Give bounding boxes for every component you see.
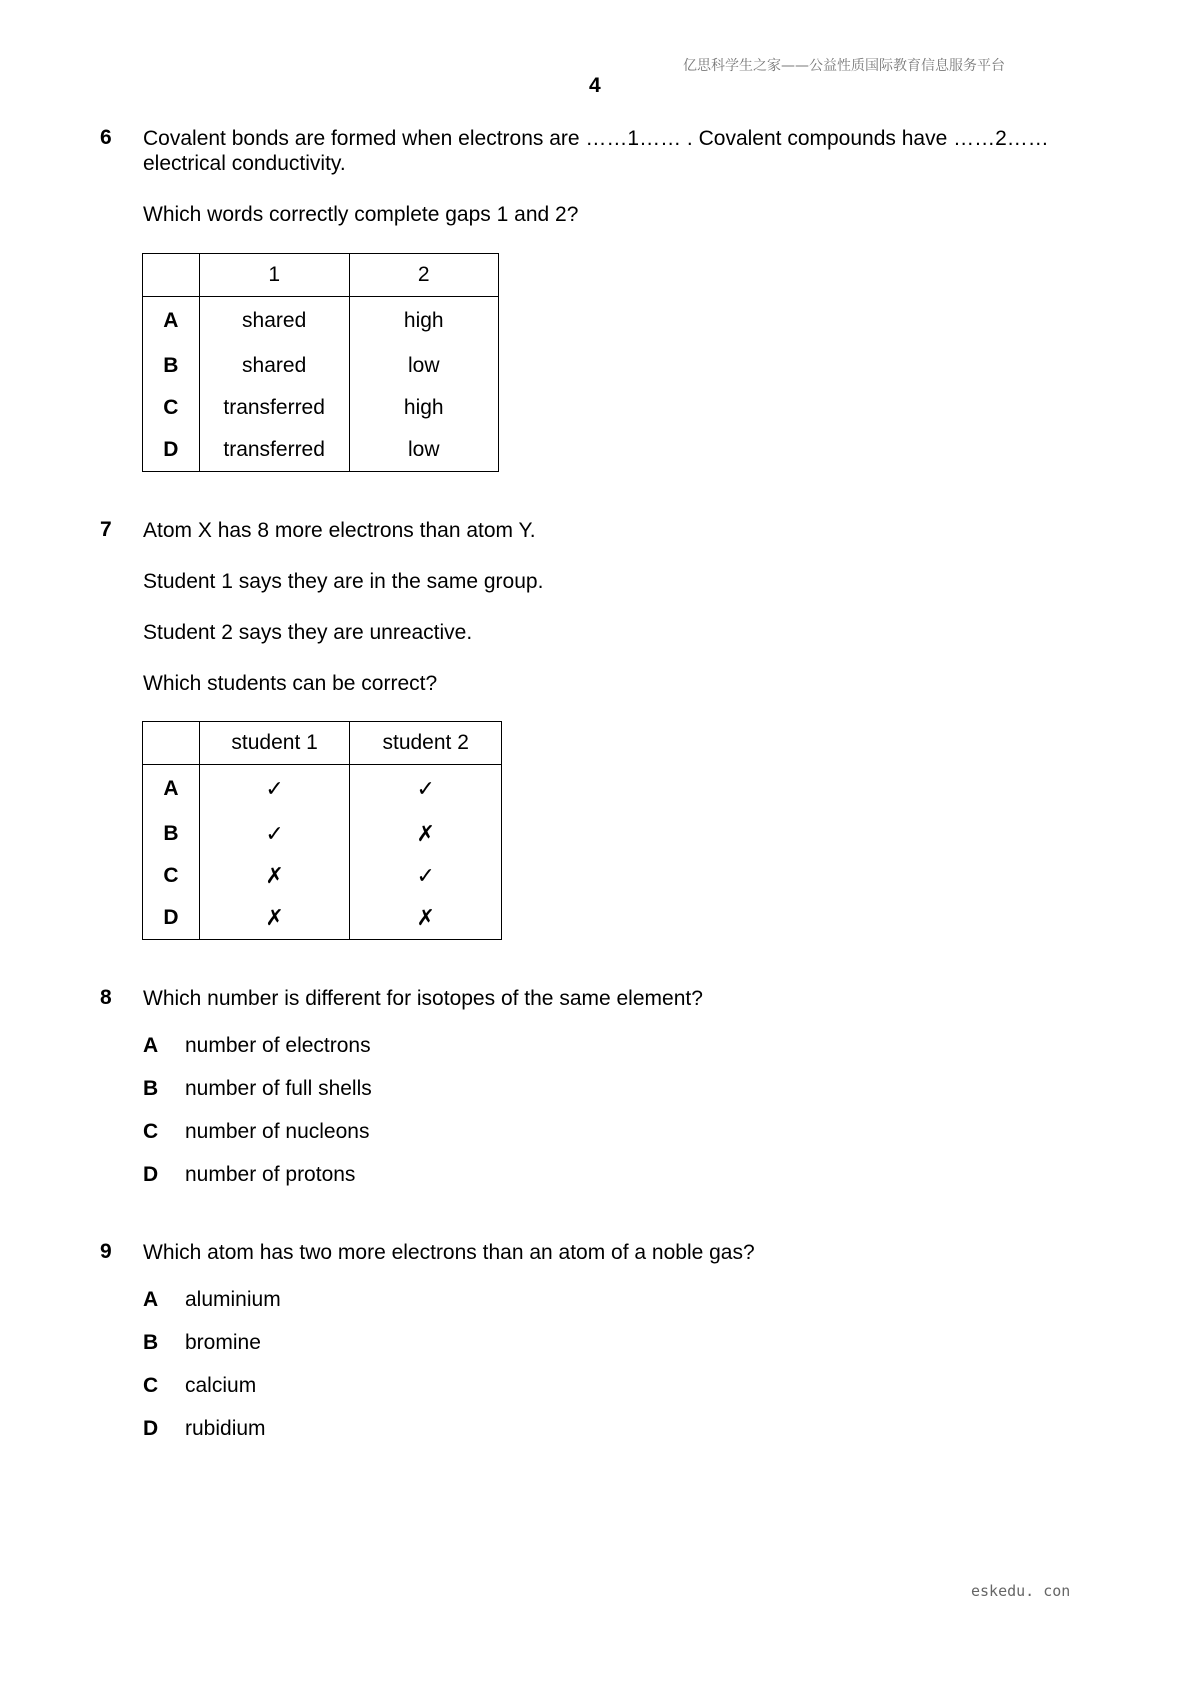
table-cell: transferred <box>199 387 349 429</box>
option-letter-d: D <box>143 1163 159 1186</box>
check-mark-icon: ✓ <box>350 765 502 814</box>
question-text-line-1: Atom X has 8 more electrons than atom Y. <box>143 519 536 542</box>
option-text: aluminium <box>185 1288 281 1311</box>
table-row <box>143 429 499 472</box>
table-cell: shared <box>199 345 349 387</box>
table-header-row <box>143 722 502 765</box>
question-prompt: Which number is different for isotopes of the same element? <box>143 987 703 1010</box>
question-number: 9 <box>100 1240 112 1263</box>
table-header-cell <box>143 254 200 297</box>
table-header-cell: student 1 <box>199 722 350 765</box>
table-row <box>143 345 499 387</box>
option-letter-d: D <box>143 1417 159 1440</box>
check-mark-icon: ✓ <box>350 855 502 897</box>
row-label: C <box>143 855 200 897</box>
cross-mark-icon: ✗ <box>350 813 502 855</box>
option-text: calcium <box>185 1374 257 1397</box>
table-row <box>143 897 502 940</box>
table-cell: low <box>349 345 498 387</box>
cross-mark-icon: ✗ <box>199 855 350 897</box>
option-letter-b: B <box>143 1077 159 1100</box>
row-label: C <box>143 387 200 429</box>
check-mark-icon: ✓ <box>199 765 350 814</box>
answer-table-q6 <box>142 253 499 472</box>
table-row <box>143 813 502 855</box>
table-cell: high <box>349 297 498 346</box>
table-cell: shared <box>199 297 349 346</box>
option-letter-a: A <box>143 1288 159 1311</box>
option-text: rubidium <box>185 1417 266 1440</box>
row-label: D <box>143 897 200 940</box>
table-header-cell: student 2 <box>350 722 502 765</box>
question-text-line-3: Student 2 says they are unreactive. <box>143 621 473 644</box>
header-watermark: 亿思科学生之家——公益性质国际教育信息服务平台 <box>683 58 1005 74</box>
table-row <box>143 387 499 429</box>
table-header-cell: 2 <box>349 254 498 297</box>
cross-mark-icon: ✗ <box>199 897 350 940</box>
cross-mark-icon: ✗ <box>350 897 502 940</box>
option-text: number of protons <box>185 1163 356 1186</box>
question-prompt: Which atom has two more electrons than an atom of a noble gas? <box>143 1241 755 1264</box>
question-text-line-1: Covalent bonds are formed when electrons are ……1…… . Covalent compounds have ……2…… <box>143 127 1049 150</box>
table-header-cell <box>143 722 200 765</box>
table-row <box>143 855 502 897</box>
option-letter-b: B <box>143 1331 159 1354</box>
question-number: 6 <box>100 126 112 149</box>
row-label: B <box>143 345 200 387</box>
question-prompt: Which students can be correct? <box>143 672 438 695</box>
footer-site: eskedu. con <box>971 1582 1071 1600</box>
table-row <box>143 765 502 814</box>
option-letter-c: C <box>143 1120 159 1143</box>
row-label: B <box>143 813 200 855</box>
table-cell: low <box>349 429 498 472</box>
question-prompt: Which words correctly complete gaps 1 and 2? <box>143 203 579 226</box>
check-mark-icon: ✓ <box>199 813 350 855</box>
table-cell: high <box>349 387 498 429</box>
table-header-row <box>143 254 499 297</box>
question-text-line-2: electrical conductivity. <box>143 152 346 175</box>
question-number: 7 <box>100 518 112 541</box>
table-cell: transferred <box>199 429 349 472</box>
question-number: 8 <box>100 986 112 1009</box>
option-letter-a: A <box>143 1034 159 1057</box>
option-text: bromine <box>185 1331 261 1354</box>
row-label: A <box>143 297 200 346</box>
page-number: 4 <box>589 74 601 97</box>
question-text-line-2: Student 1 says they are in the same group. <box>143 570 544 593</box>
option-text: number of electrons <box>185 1034 371 1057</box>
table-header-cell: 1 <box>199 254 349 297</box>
answer-table-q7 <box>142 721 502 940</box>
option-text: number of nucleons <box>185 1120 370 1143</box>
table-row <box>143 297 499 346</box>
row-label: A <box>143 765 200 814</box>
option-letter-c: C <box>143 1374 159 1397</box>
option-text: number of full shells <box>185 1077 372 1100</box>
row-label: D <box>143 429 200 472</box>
